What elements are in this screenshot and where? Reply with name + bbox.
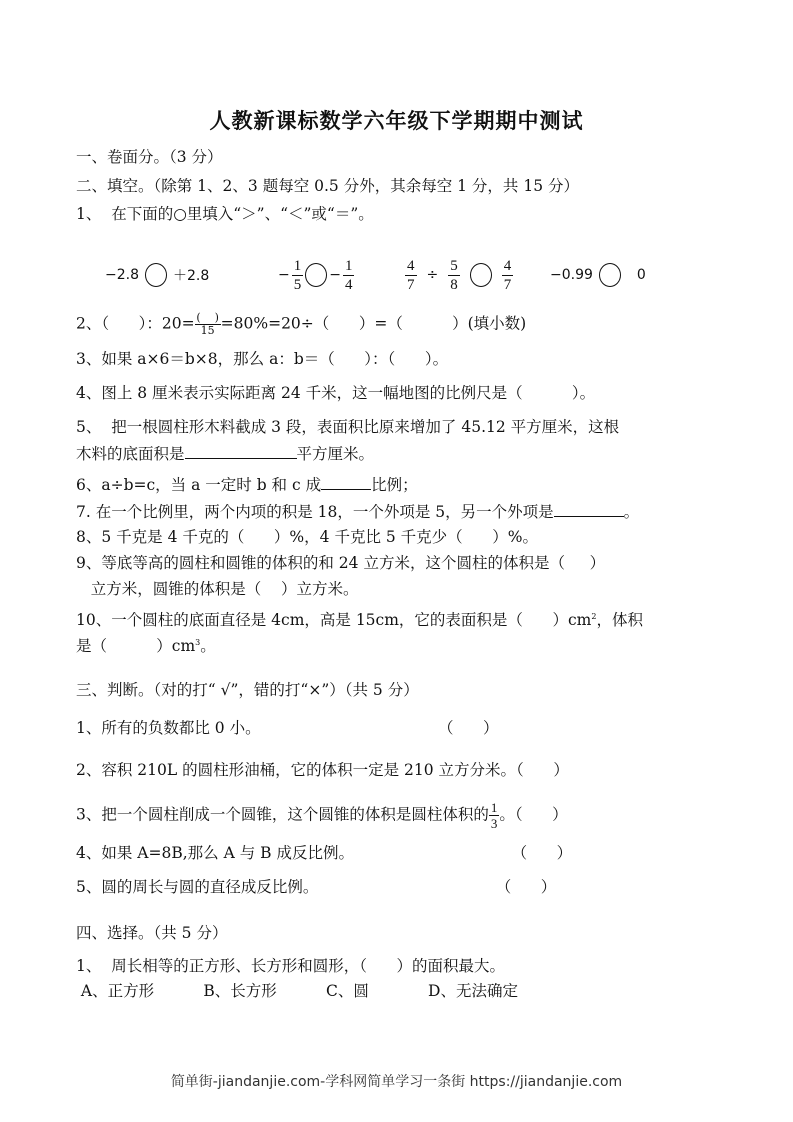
denominator: 8 <box>450 276 458 293</box>
superscript: 3 <box>195 638 201 647</box>
choice-1-options: A、正方形 B、长方形 C、圆 D、无法确定 <box>76 982 518 1000</box>
sign: − <box>329 267 341 283</box>
answer-blank[interactable] <box>185 442 297 459</box>
choice-1: 1、 周长相等的正方形、长方形和圆形，（ ）的面积最大。 <box>76 957 506 975</box>
question-4: 4、图上 8 厘米表示实际距离 24 千米，这一幅地图的比例尺是（ ）。 <box>76 384 596 402</box>
denominator: 15 <box>200 324 215 337</box>
denominator: 4 <box>344 276 353 293</box>
text: 木料的底面积是 <box>76 445 185 463</box>
text: 。 <box>623 503 640 521</box>
value: ＋2.8 <box>173 268 210 284</box>
sign: − <box>278 267 290 283</box>
fraction <box>292 257 304 294</box>
numerator: 4 <box>407 257 415 274</box>
question-10-cont <box>76 633 216 656</box>
fraction <box>489 800 500 831</box>
numerator: 5 <box>450 257 458 274</box>
fraction <box>343 257 355 294</box>
text: 是（ ）cm <box>76 637 196 656</box>
footer-watermark: 简单街-jiandanjie.com-学科网简单学习一条街 https://jiandanjie.com <box>170 1074 623 1090</box>
judge-3 <box>76 800 568 831</box>
judge-5: 5、圆的周长与圆的直径成反比例。 （ ） <box>76 878 557 896</box>
question-3: 3、如果 a×6＝b×8，那么 a：b＝（ ）：（ ）。 <box>76 350 449 368</box>
section-3-heading: 三、判断。（对的打“ √”，错的打“×”）（共 5 分） <box>76 681 419 699</box>
answer-blank[interactable] <box>321 473 371 490</box>
text: 3、把一个圆柱削成一个圆锥，这个圆锥的体积是圆柱体积的 <box>76 805 489 824</box>
compare-row <box>100 250 700 300</box>
judge-2: 2、容积 210L 的圆柱形油桶，它的体积一定是 210 立方分米。（ ） <box>76 761 569 779</box>
judge-4: 4、如果 A=8B,那么 A 与 B 成反比例。 （ ） <box>76 844 573 862</box>
section-1-heading: 一、卷面分。（3 分） <box>76 148 223 166</box>
text: 。 <box>200 637 216 656</box>
text: 6、a÷b=c，当 a 一定时 b 和 c 成 <box>76 476 322 494</box>
question-2 <box>76 312 526 337</box>
page-title: 人教新课标数学六年级下学期期中测试 <box>209 108 584 133</box>
value: 0 <box>636 267 646 283</box>
question-10 <box>76 607 643 630</box>
question-5-cont <box>76 442 374 464</box>
question-9-cont: 立方米，圆锥的体积是（ ）立方米。 <box>76 580 359 598</box>
question-6 <box>76 473 418 495</box>
section-4-heading: 四、选择。（共 5 分） <box>76 924 228 942</box>
fraction <box>195 312 221 337</box>
fraction <box>405 257 417 294</box>
question-7 <box>76 500 639 522</box>
numerator[interactable]: ( ) <box>196 311 219 324</box>
value: −0.99 <box>550 267 593 283</box>
numerator: 1 <box>344 257 353 274</box>
answer-circle[interactable] <box>145 263 167 287</box>
text: 10、一个圆柱的底面直径是 4cm，高是 15cm，它的表面积是（ ）cm <box>76 611 592 630</box>
text: 平方厘米。 <box>296 445 375 463</box>
value: −2.8 <box>105 267 139 283</box>
fraction <box>448 257 460 294</box>
text: ，体积 <box>596 611 643 630</box>
question-1: 1、 在下面的○里填入“＞”、“＜”或“＝”。 <box>76 205 374 223</box>
text: 比例； <box>371 476 418 494</box>
judge-1: 1、所有的负数都比 0 小。 （ ） <box>76 719 499 737</box>
text: 2、（ ）：20= <box>76 314 195 333</box>
text: 7. 在一个比例里，两个内项的积是 18，一个外项是 5，另一个外项是 <box>76 503 554 521</box>
answer-circle[interactable] <box>305 263 327 287</box>
question-5: 5、 把一根圆柱形木料截成 3 段，表面积比原来增加了 45.12 平方厘米，这根 <box>76 418 620 436</box>
denominator: 7 <box>407 276 415 293</box>
operator: ÷ <box>426 267 439 283</box>
numerator: 1 <box>490 800 498 815</box>
text: =80%=20÷（ ）=（ ）(填小数) <box>220 314 527 333</box>
answer-blank[interactable] <box>554 500 624 517</box>
section-2-heading: 二、填空。（除第 1、2、3 题每空 0.5 分外，其余每空 1 分，共 15 分） <box>76 177 579 195</box>
question-8: 8、5 千克是 4 千克的（ ）%，4 千克比 5 千克少（ ）%。 <box>76 528 538 546</box>
denominator: 7 <box>503 276 512 293</box>
question-9: 9、等底等高的圆柱和圆锥的体积的和 24 立方米，这个圆柱的体积是（ ） <box>76 554 606 572</box>
denominator: 5 <box>293 276 302 293</box>
fraction <box>502 257 514 294</box>
answer-circle[interactable] <box>470 263 492 287</box>
denominator: 3 <box>490 816 498 831</box>
numerator: 1 <box>293 257 302 274</box>
numerator: 4 <box>503 257 512 274</box>
answer-circle[interactable] <box>599 263 621 287</box>
text: 。（ ） <box>499 805 568 824</box>
superscript: 2 <box>591 612 597 621</box>
